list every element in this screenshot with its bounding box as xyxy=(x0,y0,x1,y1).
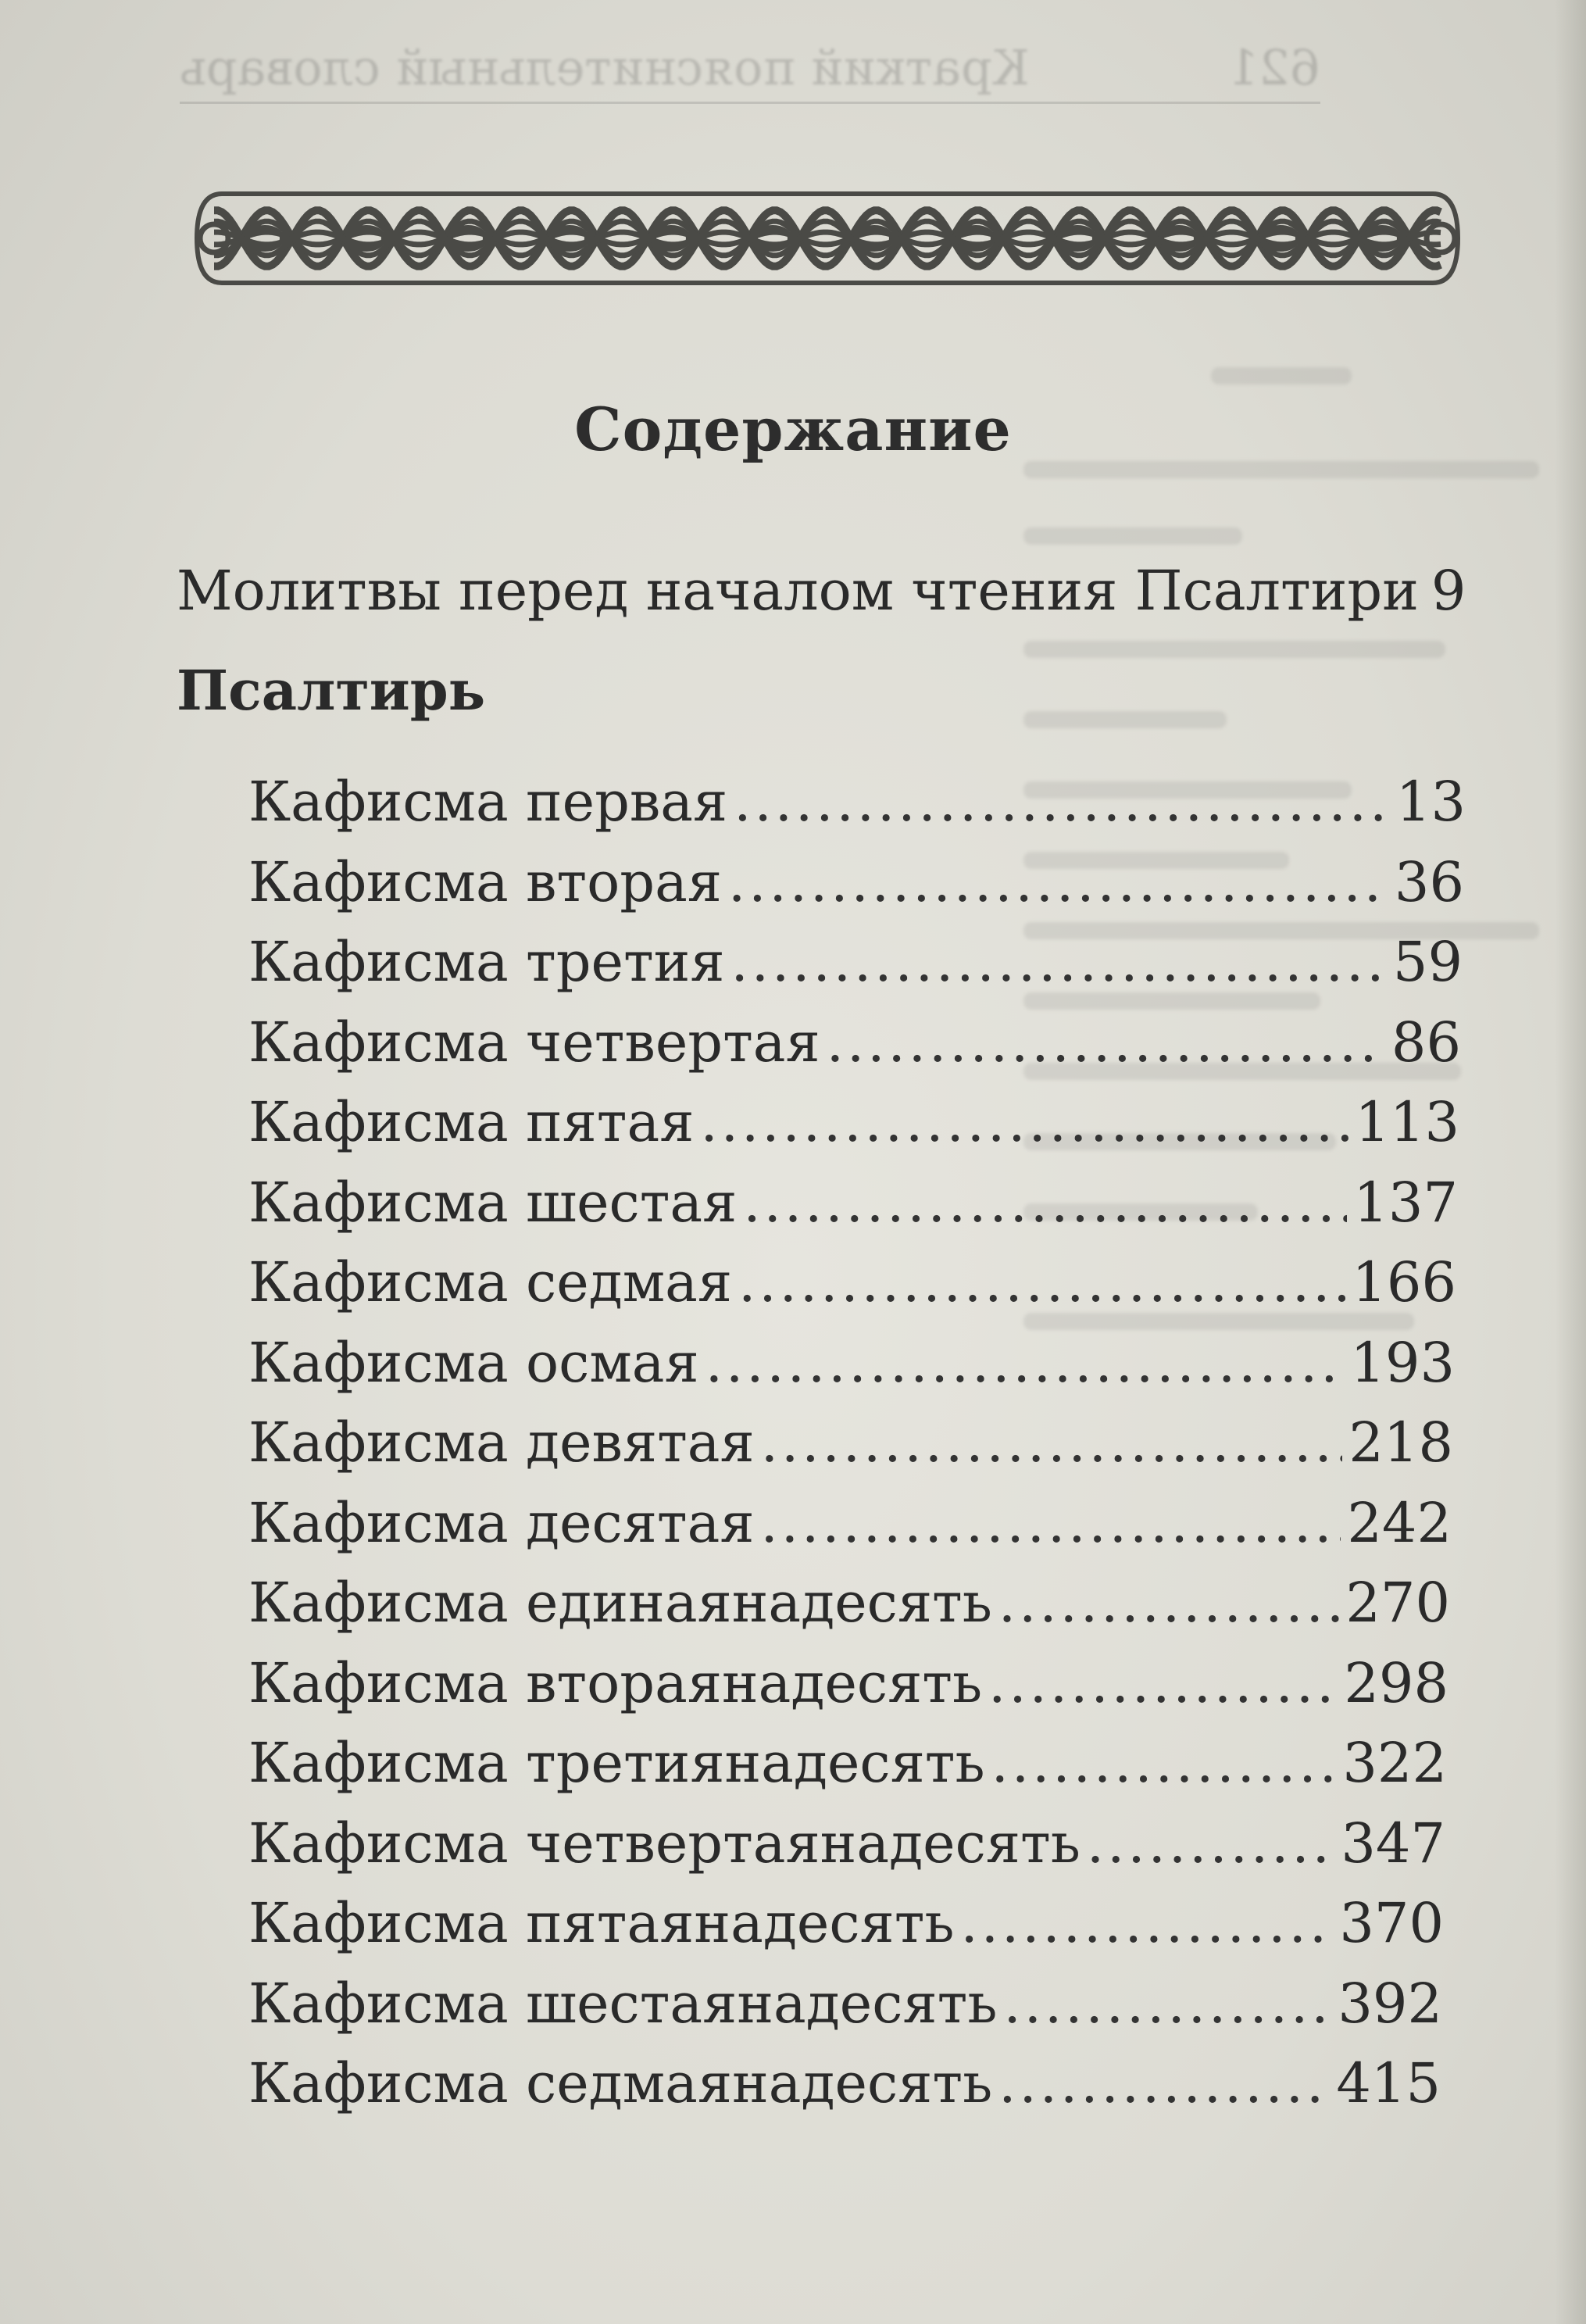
interlace-ornament xyxy=(191,188,1464,289)
toc-entry[interactable] xyxy=(248,1972,1442,2036)
toc-entry-page: 392 xyxy=(1338,1971,1442,2036)
toc-entry-page: 218 xyxy=(1348,1410,1453,1475)
toc-entry[interactable] xyxy=(248,1811,1445,1875)
toc-leader-dots xyxy=(728,850,1388,914)
toc-entry[interactable] xyxy=(248,770,1466,834)
section-heading: Псалтирь xyxy=(177,658,486,723)
toc-entry-label: Кафисма шестая xyxy=(248,1170,738,1235)
toc-entry-intro[interactable] xyxy=(177,559,1466,623)
toc-leader-dots xyxy=(700,1090,1348,1154)
toc-entry-label: Молитвы перед началом чтения Псалтири xyxy=(177,559,1419,623)
toc-entry-page: 59 xyxy=(1392,930,1463,994)
toc-entry-page: 137 xyxy=(1353,1170,1458,1235)
toc-leader-dots xyxy=(738,1250,1345,1314)
toc-entry-page: 166 xyxy=(1352,1250,1456,1314)
toc-entry[interactable] xyxy=(248,1090,1459,1154)
toc-leader-dots xyxy=(961,1891,1334,1955)
toc-entry-page: 415 xyxy=(1336,2051,1441,2115)
toc-leader-dots xyxy=(1087,1811,1335,1875)
toc-entry[interactable] xyxy=(248,1731,1447,1795)
toc-entry[interactable] xyxy=(248,1491,1452,1555)
toc-entry[interactable] xyxy=(248,1331,1455,1395)
toc-leader-dots xyxy=(743,1171,1347,1235)
toc-entry-page: 270 xyxy=(1345,1571,1450,1635)
toc-entry-label: Кафисма втораянадесять xyxy=(248,1650,983,1715)
toc-entry-label: Кафисма четвертая xyxy=(248,1010,820,1074)
toc-entry-page: 370 xyxy=(1339,1891,1444,1955)
toc-entry-label: Кафисма единаянадесять xyxy=(248,1571,992,1635)
toc-entry[interactable] xyxy=(248,930,1463,994)
toc-entry[interactable] xyxy=(248,1891,1444,1955)
toc-entry[interactable] xyxy=(248,2051,1441,2115)
bleed-through-rule xyxy=(180,102,1320,104)
toc-entry[interactable] xyxy=(248,1171,1458,1235)
toc-leader-dots xyxy=(731,930,1387,994)
toc-entry-label: Кафисма седмая xyxy=(248,1250,733,1314)
toc-entry-label: Кафисма осмая xyxy=(248,1330,699,1395)
toc-entry-label: Кафисма первая xyxy=(248,770,728,834)
toc-entry[interactable] xyxy=(248,1410,1453,1475)
toc-entry-page: 242 xyxy=(1347,1490,1452,1555)
toc-entry-label: Кафисма третиянадесять xyxy=(248,1731,985,1795)
toc-entry-label: Кафисма пятаянадесять xyxy=(248,1891,955,1955)
toc-entry[interactable] xyxy=(248,850,1464,914)
toc-entry-label: Кафисма девятая xyxy=(248,1410,755,1475)
toc-leader-dots xyxy=(761,1410,1343,1475)
toc-entry-label: Кафисма десятая xyxy=(248,1490,755,1555)
bleed-through-header-text: Краткий пояснительный словарь xyxy=(180,39,1030,96)
toc-entry[interactable] xyxy=(248,1571,1450,1635)
toc-entry-label: Кафисма четвертаянадесять xyxy=(248,1811,1081,1875)
toc-entry-page: 36 xyxy=(1394,849,1464,914)
toc-entry[interactable] xyxy=(248,1651,1448,1715)
toc-entry-page: 322 xyxy=(1342,1731,1447,1795)
bleed-through-header xyxy=(180,31,1320,117)
page-title: Содержание xyxy=(574,395,1012,464)
toc-entry-label: Кафисма пятая xyxy=(248,1090,695,1154)
toc-leader-dots xyxy=(761,1491,1341,1555)
bleed-through-page-number: 621 xyxy=(1227,39,1320,96)
toc-entry-page: 298 xyxy=(1344,1650,1448,1715)
toc-entry-page: 9 xyxy=(1431,559,1466,623)
toc-leader-dots xyxy=(988,1651,1338,1715)
toc-leader-dots xyxy=(734,770,1390,834)
toc-leader-dots xyxy=(998,2051,1330,2115)
toc-entry-page: 86 xyxy=(1391,1010,1461,1074)
toc-leader-dots xyxy=(991,1731,1337,1795)
page-edge-shadow xyxy=(1555,0,1586,2324)
toc-leader-dots xyxy=(705,1331,1345,1395)
toc-entry-label: Кафисма шестаянадесять xyxy=(248,1971,998,2036)
toc-entry-page: 347 xyxy=(1341,1811,1445,1875)
toc-entry-page: 193 xyxy=(1350,1330,1455,1395)
toc-entry[interactable] xyxy=(248,1250,1456,1314)
toc-entry-page: 13 xyxy=(1395,770,1466,834)
toc-leader-dots xyxy=(998,1571,1340,1635)
toc-entry-label: Кафисма вторая xyxy=(248,849,722,914)
toc-leader-dots xyxy=(827,1010,1385,1074)
toc-entry-label: Кафисма седмаянадесять xyxy=(248,2051,993,2115)
toc-entry-page: 113 xyxy=(1355,1090,1459,1154)
toc-leader-dots xyxy=(1003,1972,1331,2036)
toc-entry[interactable] xyxy=(248,1010,1461,1074)
toc-entry-label: Кафисма третия xyxy=(248,930,725,994)
